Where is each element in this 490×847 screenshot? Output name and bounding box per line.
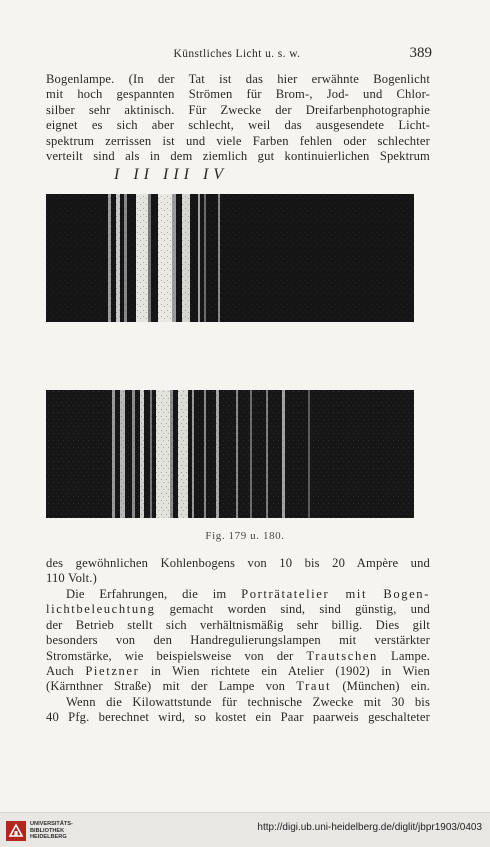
text-line: silber sehr aktinisch. Für Zwecke der Dreifarbenphotographie bbox=[46, 102, 430, 117]
library-name-line: BIBLIOTHEK bbox=[30, 827, 65, 834]
text-line bbox=[46, 679, 430, 694]
library-name-line: HEIDELBERG bbox=[30, 834, 67, 841]
text-run: Lampe. bbox=[377, 648, 430, 663]
text-line: mit hoch gespannten Strömen für Brom-, Jod- und Chlor- bbox=[46, 87, 430, 102]
text-line: verteilt sind als in dem ziemlich gut kontinuierlichen Spektrum bbox=[46, 149, 430, 164]
text-line bbox=[46, 602, 430, 617]
figure-caption: Fig. 179 u. 180. bbox=[205, 530, 285, 542]
paragraph-4 bbox=[46, 695, 430, 726]
text-line bbox=[46, 587, 430, 602]
text-line: 40 Pfg. berechnet wird, so kostet ein Paar paarweis geschalteter bbox=[46, 710, 430, 725]
text-line: spektrum zerrissen ist und viele Farben fehlen oder schlechter bbox=[46, 133, 430, 148]
text-line bbox=[46, 649, 430, 664]
emphasis-text: Pietzner bbox=[85, 664, 140, 679]
text-line: 110 Volt.) bbox=[46, 571, 97, 586]
permalink-url[interactable]: http://digi.ub.uni-heidelberg.de/diglit/jbpr1903/0403 bbox=[257, 822, 482, 833]
text-line: des gewöhnlichen Kohlenbogens von 10 bis 20 Ampère und bbox=[46, 556, 430, 570]
text-run: Stromstärke, wie beispielsweise von der bbox=[46, 648, 307, 663]
text-run: in Wien richtete ein Atelier (1902) in Wien bbox=[139, 664, 430, 679]
text-run: gemacht worden sind, sind günstig, und bbox=[155, 602, 430, 617]
text-line: der Betrieb stellt sich verhältnismäßig sehr billig. Dies gilt bbox=[46, 617, 430, 632]
text-run: Auch bbox=[46, 664, 86, 679]
text-line: Bogenlampe. (In der Tat ist das hier erwähnte Bogenlicht bbox=[46, 72, 430, 86]
emphasis-text: lichtbeleuchtung bbox=[46, 602, 156, 617]
spectrum-image-fig-180 bbox=[46, 390, 414, 518]
library-logo-icon bbox=[6, 821, 26, 841]
spectrum-region-labels: I II III IV bbox=[114, 166, 229, 183]
text-line bbox=[46, 664, 430, 679]
library-name bbox=[30, 821, 73, 841]
text-run: (Kärnthner Straße) mit der Lampe von bbox=[46, 679, 297, 694]
emphasis-text: Traut bbox=[296, 679, 332, 694]
viewer-footer bbox=[0, 812, 490, 847]
running-head: Künstliches Licht u. s. w. bbox=[173, 48, 301, 60]
text-run: Die Erfahrungen, die im bbox=[66, 587, 242, 601]
page-number: 389 bbox=[409, 45, 432, 61]
spectrum-image-fig-179 bbox=[46, 194, 414, 322]
paragraph-1 bbox=[46, 72, 430, 164]
text-run: (München) ein. bbox=[331, 679, 430, 694]
paragraph-2 bbox=[46, 556, 430, 587]
paragraph-3 bbox=[46, 587, 430, 695]
text-line: eignet es sich aber schlecht, weil das ausgesendete Licht- bbox=[46, 118, 430, 133]
text-line: besonders von den Handregulierungslampen mit verstärkter bbox=[46, 633, 430, 648]
emphasis-text: Porträtatelier mit Bogen- bbox=[241, 587, 430, 601]
text-line: Wenn die Kilowattstunde für technische Zwecke mit 30 bis bbox=[66, 695, 430, 709]
library-name-line: UNIVERSITÄTS- bbox=[30, 821, 73, 827]
emphasis-text: Trautschen bbox=[306, 648, 378, 663]
